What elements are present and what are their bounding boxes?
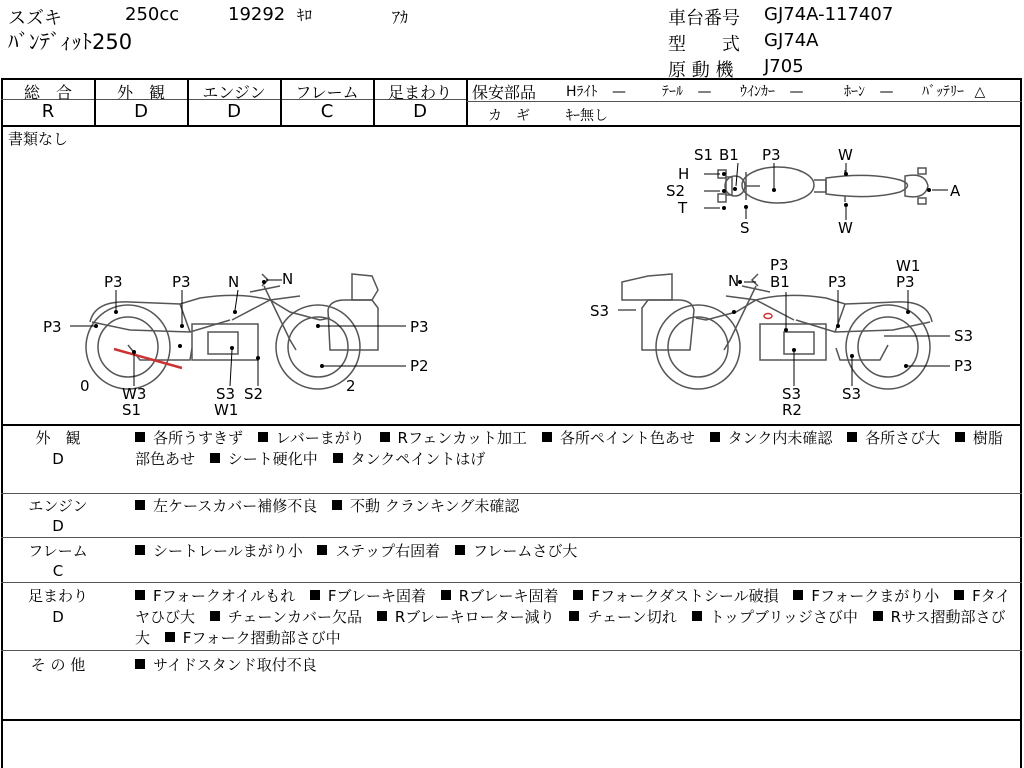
note-grade: D bbox=[52, 450, 64, 468]
grade-frame-label: フレーム bbox=[295, 83, 359, 102]
top-label-w-upper: W bbox=[838, 146, 853, 164]
note-item-text: レバーまがり bbox=[275, 429, 365, 447]
notes-divider bbox=[1, 537, 1022, 538]
note-item-text: Rサス摺動部さび大 bbox=[135, 608, 1006, 647]
right-label-s3-muffler: S3 bbox=[842, 385, 862, 403]
bullet-square-icon bbox=[710, 432, 720, 442]
note-item-text: チェーンカバー欠品 bbox=[227, 608, 363, 626]
note-item-text: Rブレーキローター減り bbox=[394, 608, 555, 626]
note-item bbox=[165, 629, 341, 647]
bullet-square-icon bbox=[954, 590, 964, 600]
right-label-b1: B1 bbox=[770, 273, 790, 291]
displacement: 250cc bbox=[125, 4, 180, 25]
note-item bbox=[135, 656, 317, 674]
documents-status: 書類なし bbox=[8, 130, 69, 148]
bullet-square-icon bbox=[135, 545, 145, 555]
model-type: GJ74A bbox=[764, 30, 819, 51]
note-items bbox=[135, 586, 1013, 649]
bullet-square-icon bbox=[377, 611, 387, 621]
note-item bbox=[135, 497, 317, 515]
note-item-text: 各所ペイント色あせ bbox=[559, 429, 695, 447]
left-label-s1: S1 bbox=[122, 401, 142, 419]
grade-exterior-label: 外 観 bbox=[116, 83, 165, 102]
bullet-square-icon bbox=[135, 432, 145, 442]
note-item-text: 左ケースカバー補修不良 bbox=[153, 497, 318, 515]
note-item bbox=[569, 608, 676, 626]
grade-engine-value: D bbox=[227, 101, 241, 122]
bike-left-damage bbox=[114, 349, 182, 368]
note-grade: D bbox=[52, 517, 64, 535]
note-item bbox=[573, 587, 778, 605]
bullet-square-icon bbox=[310, 590, 320, 600]
left-label-p3-cover: P3 bbox=[172, 273, 191, 291]
note-label: エンジン bbox=[28, 497, 88, 515]
left-label-w1: W1 bbox=[214, 401, 239, 419]
grade-suspension-label: 足まわり bbox=[387, 83, 452, 102]
note-label: そ の 他 bbox=[30, 656, 86, 674]
note-item-text: チェーン切れ bbox=[587, 608, 677, 626]
note-item-text: タンク内未確認 bbox=[727, 429, 833, 447]
note-items bbox=[135, 655, 1013, 676]
note-item-text: Fフォーク摺動部さび中 bbox=[182, 629, 341, 647]
note-item-text: 不動 クランキング未確認 bbox=[350, 497, 520, 515]
bullet-square-icon bbox=[692, 611, 702, 621]
grade-exterior-value: D bbox=[134, 101, 148, 122]
note-item bbox=[441, 587, 559, 605]
note-items bbox=[135, 541, 1013, 562]
note-label: フレーム bbox=[28, 542, 88, 560]
note-item bbox=[317, 542, 440, 560]
safety-item-value: △ bbox=[974, 84, 986, 100]
notes-bottom-border bbox=[1, 719, 1022, 721]
color: ｱｶ bbox=[392, 8, 409, 27]
note-item-text: 各所うすきず bbox=[153, 429, 244, 447]
bullet-square-icon bbox=[317, 545, 327, 555]
right-label-r2: R2 bbox=[782, 401, 802, 419]
left-label-p3-seat: P3 bbox=[104, 273, 123, 291]
notes-divider bbox=[1, 493, 1022, 494]
note-item bbox=[332, 497, 519, 515]
right-label-p3-rear: P3 bbox=[954, 357, 973, 375]
bullet-square-icon bbox=[569, 611, 579, 621]
key-value: ｷｰ無し bbox=[566, 108, 608, 124]
note-item-text: Fフォークオイルもれ bbox=[153, 587, 296, 605]
mileage-value: 19292 bbox=[228, 4, 286, 25]
note-item bbox=[377, 608, 555, 626]
note-grade: D bbox=[52, 608, 64, 626]
bullet-square-icon bbox=[847, 432, 857, 442]
safety-item-value: — bbox=[879, 84, 894, 100]
grade-engine-label: エンジン bbox=[202, 83, 266, 102]
note-item bbox=[310, 587, 426, 605]
note-item bbox=[847, 429, 940, 447]
safety-item-value: — bbox=[697, 84, 712, 100]
note-item-text: ステップ右固着 bbox=[335, 542, 441, 560]
bullet-square-icon bbox=[210, 611, 220, 621]
safety-item-value: — bbox=[611, 84, 626, 100]
note-item-text: Fフォークまがり小 bbox=[811, 587, 940, 605]
bullet-square-icon bbox=[455, 545, 465, 555]
bullet-square-icon bbox=[333, 453, 343, 463]
left-label-s3: S3 bbox=[216, 385, 236, 403]
note-item bbox=[135, 587, 295, 605]
left-label-w3: W3 bbox=[122, 385, 147, 403]
note-item-text: シート硬化中 bbox=[227, 450, 318, 468]
right-label-s3-engine: S3 bbox=[782, 385, 802, 403]
right-label-s3-rear: S3 bbox=[954, 327, 974, 345]
grade-overall-value: R bbox=[41, 101, 55, 122]
left-label-p3-front: P3 bbox=[410, 318, 429, 336]
left-label-p3-tank: N bbox=[228, 273, 240, 291]
safety-item-name: ﾊﾞｯﾃﾘｰ bbox=[922, 84, 964, 100]
left-label-s2: S2 bbox=[244, 385, 264, 403]
grade-suspension-value: D bbox=[413, 101, 427, 122]
note-item bbox=[455, 542, 577, 560]
right-label-w1: W1 bbox=[896, 257, 921, 275]
note-item-text: Fブレーキ固着 bbox=[327, 587, 426, 605]
note-item-text: 各所さび大 bbox=[865, 429, 941, 447]
engine: J705 bbox=[764, 56, 804, 77]
note-item-text: Fフォークダストシール破損 bbox=[591, 587, 779, 605]
note-label: 足まわり bbox=[27, 587, 88, 605]
top-label-s: S bbox=[740, 219, 750, 237]
note-item bbox=[710, 429, 833, 447]
note-item-text: Rフェンカット加工 bbox=[397, 429, 528, 447]
right-label-p3-top: P3 bbox=[770, 256, 789, 274]
safety-item-value: — bbox=[789, 84, 804, 100]
note-grade: C bbox=[52, 562, 64, 580]
left-label-p2: P2 bbox=[410, 357, 429, 375]
note-item bbox=[210, 608, 362, 626]
key-label: カ ギ bbox=[488, 108, 530, 124]
left-label-zero: 0 bbox=[80, 377, 90, 395]
note-item-text: シートレールまがり小 bbox=[153, 542, 303, 560]
note-item bbox=[135, 542, 303, 560]
bullet-square-icon bbox=[135, 500, 145, 510]
model-type-label: 型 式 bbox=[668, 34, 740, 55]
grade-frame-value: C bbox=[320, 101, 334, 122]
top-label-w-lower: W bbox=[838, 219, 853, 237]
left-label-n: N bbox=[282, 270, 294, 288]
safety-label: 保安部品 bbox=[472, 83, 537, 102]
notes-top-border bbox=[1, 424, 1022, 426]
top-label-h: H bbox=[678, 165, 690, 183]
bullet-square-icon bbox=[542, 432, 552, 442]
right-label-p3-cover: P3 bbox=[828, 273, 847, 291]
model-name: ﾊﾞﾝﾃﾞｨｯﾄ250 bbox=[8, 30, 133, 54]
bullet-square-icon bbox=[793, 590, 803, 600]
bike-top-view bbox=[718, 167, 928, 204]
note-item-text: タンクペイントはげ bbox=[350, 450, 486, 468]
right-label-n: N bbox=[728, 272, 740, 290]
top-label-p3: P3 bbox=[762, 146, 781, 164]
bullet-square-icon bbox=[873, 611, 883, 621]
top-label-s1: S1 bbox=[694, 146, 714, 164]
note-item bbox=[380, 429, 528, 447]
note-item bbox=[135, 429, 243, 447]
bullet-square-icon bbox=[135, 590, 145, 600]
bullet-square-icon bbox=[210, 453, 220, 463]
right-label-p3-seat: P3 bbox=[896, 273, 915, 291]
bullet-square-icon bbox=[258, 432, 268, 442]
left-label-p3-rear: P3 bbox=[43, 318, 62, 336]
safety-item-name: Hﾗｲﾄ bbox=[566, 84, 598, 100]
bullet-square-icon bbox=[573, 590, 583, 600]
safety-item-name: ｳｲﾝｶｰ bbox=[740, 84, 775, 100]
note-item-text: Fタイヤひび大 bbox=[135, 587, 1011, 626]
bullet-square-icon bbox=[380, 432, 390, 442]
note-item bbox=[210, 450, 318, 468]
note-item bbox=[793, 587, 939, 605]
note-item bbox=[542, 429, 695, 447]
top-label-b1: B1 bbox=[719, 146, 739, 164]
note-item-text: フレームさび大 bbox=[472, 542, 578, 560]
note-item bbox=[692, 608, 858, 626]
note-item bbox=[333, 450, 486, 468]
bike-right-view bbox=[622, 274, 932, 389]
right-label-s3-front: S3 bbox=[590, 302, 610, 320]
safety-item-name: ﾃｰﾙ bbox=[662, 84, 683, 100]
mileage-unit: ｷﾛ bbox=[297, 6, 313, 24]
notes-divider bbox=[1, 582, 1022, 583]
bullet-square-icon bbox=[165, 632, 175, 642]
top-label-t: T bbox=[678, 199, 688, 217]
frame-no-label: 車台番号 bbox=[668, 8, 740, 29]
note-items bbox=[135, 428, 1013, 470]
maker: スズキ bbox=[8, 8, 62, 29]
note-label: 外 観 bbox=[35, 429, 81, 447]
safety-item-name: ﾎｰﾝ bbox=[844, 84, 865, 100]
top-label-s2: S2 bbox=[666, 182, 686, 200]
note-item-text: Rブレーキ固着 bbox=[458, 587, 559, 605]
top-label-a: A bbox=[950, 182, 961, 200]
frame-no: GJ74A-117407 bbox=[764, 4, 894, 25]
bullet-square-icon bbox=[955, 432, 965, 442]
note-items bbox=[135, 496, 1013, 517]
grade-overall-label: 総 合 bbox=[23, 83, 72, 102]
note-item-text: 樹脂部色あせ bbox=[135, 429, 1003, 468]
bullet-square-icon bbox=[441, 590, 451, 600]
note-item-text: トップブリッジさび中 bbox=[709, 608, 858, 626]
engine-label: 原 動 機 bbox=[668, 60, 734, 81]
bullet-square-icon bbox=[135, 659, 145, 669]
left-label-two: 2 bbox=[346, 377, 356, 395]
notes-divider bbox=[1, 650, 1022, 651]
bike-left-view bbox=[86, 274, 378, 389]
note-item-text: サイドスタンド取付不良 bbox=[153, 656, 317, 674]
note-item bbox=[258, 429, 365, 447]
bullet-square-icon bbox=[332, 500, 342, 510]
